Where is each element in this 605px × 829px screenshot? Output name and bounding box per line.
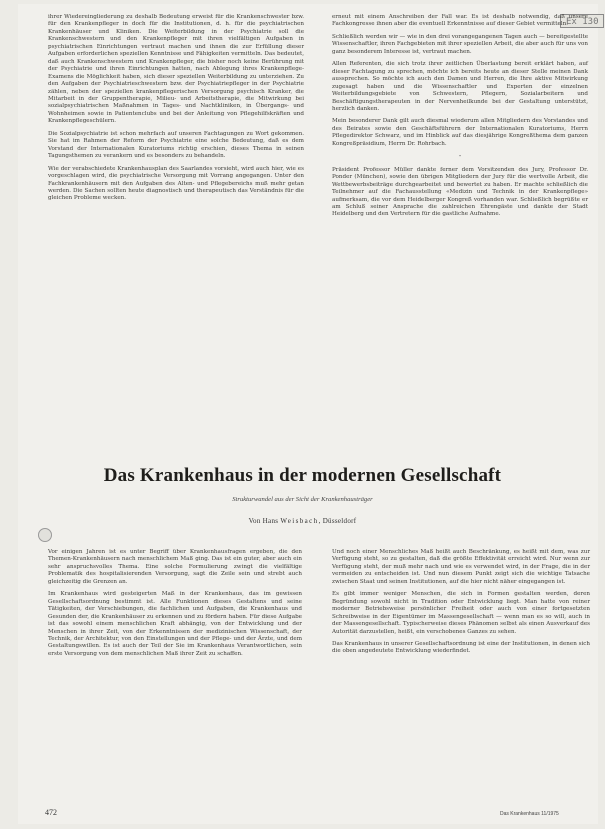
archive-stamp: Ex 130 bbox=[560, 14, 604, 28]
paragraph: Und noch einer Menschliches Maß heißt auch Beschränkung, es heißt mit dem, was zur Verfügung steht, so zu gestalten, daß die größte Effektivität erreicht wird. Nur wenn zur Verfügung steht, der muß mehr nach und wie es verwendet wird, in der Frage, die in der vermeiden zu entscheiden ist. Und nun diesem Punkt zeigt sich die wichtige Tatsache zwischen Staat und seinen Institutionen, auf die hier nicht näher eingegangen ist. bbox=[332, 549, 590, 585]
paragraph: ihrer Wiedereingliederung zu deshalb Bedeutung erweist für die Krankenschwester bzw. für den Krankenpfleger in doch für die Institutionen, d. h. für die psychiatrischen Krankenhäuser und Kliniken. Die Weiterbildung in der Psychiatrie soll die Krankenschwestern und den Krankenpfleger mit ihren vielfältigen Aufgaben in psychiatrischen Einrichtungen vertraut machen und ihnen die zur Erfüllung dieser Aufgaben erforderlichen speziellen Kenntnisse und Fähigkeiten vermitteln. Das bedeutet, daß auch Krankenschwestern und Krankenpfleger, die bisher noch keine Berührung mit der Psychiatrie und ihren Einrichtungen hatten, nach Ablegung ihres Krankenpflege-Examens die Möglichkeit haben, sich dieser speziellen Weiterbildung zu unterziehen. Zu den Aufgaben der Psychiatrieschwestern bzw. der Psychiatriepfleger in der Psychiatrie zählen, neben der speziellen krankenpflegerischen Versorgung psychisch Kranker, die Mitarbeit in der Gruppentherapie, Milieu- und Arbeitstherapie, die Mitwirkung bei sozialpsychiatrischen Maßnahmen in Tages- und Nachtkliniken, in Übergangs- und Wohnheimen sowie in Patientenclubs und bei der Anleitung von Pflegehilfskräften und Krankenpflegeschülern. bbox=[48, 14, 304, 125]
article-subtitle: Strukturwandel aus der Sicht der Krankenhausträger bbox=[232, 496, 373, 503]
paragraph: Das Krankenhaus in unserer Gesellschaftsordnung ist eine der Institutionen, in denen sich die oben angedeutete Entwicklung wiederfindet. bbox=[332, 640, 590, 655]
paragraph: Im Krankenhaus wird gesteigerten Maß in der Krankenhaus, das im gewissen Gesellschaftsordnung bestimmt ist. Alle Funktionen dieses Gestaltens und seine Tätigkeiten, der Verschiebungen, die fachlichen und Aufgaben, die Krankenhaus und Gesunden der, die Krankenhäuser zu erkennen und zu fördern haben. Für diese Aufgabe ist das sowohl einem menschlichen Kraft abhängig, von der Entwicklung und der Menschen in ihrer Zeit, von der Erkenntnissen der medizinischen Wissenschaft, der Technik, der Architektur, von den Einstellungen und der Pflege- und der Ärzte, und dem Gestaltungswillen. Es ist auch der Teil der Sie im Krankenhaus Verantwortlichen, sein erste Versorgung von dem menschlichen Maß ihrer Zeit zu schaffen. bbox=[48, 591, 302, 657]
bottom-left-column bbox=[48, 549, 302, 663]
top-right-column bbox=[332, 14, 588, 224]
punch-hole bbox=[38, 528, 52, 542]
paragraph: Mein besonderer Dank gilt auch diesmal wiederum allen Mitgliedern des Vorstandes und des Beirates sowie den Geschäftsführern der Internationalen Kuratoriums, Herrn Pflegedirektor Schwarz, und im Hinblick auf das diesjährige Kongreßthema dem ganzen Kongreßpräsidium, Herrn Dr. Rohrbach. bbox=[332, 118, 588, 147]
paragraph: erneut mit einem Anschreiben der Fall war. Es ist deshalb notwendig, daß unsere Fachkongresse ihnen aber die eventuell Erkenntnisse auf dieser Gebiet vermitteln. bbox=[332, 14, 588, 28]
top-left-column bbox=[48, 14, 304, 208]
paragraph: Es gibt immer weniger Menschen, die sich in Formen gestalten werden, deren Begründung sowohl nicht in Tradition oder Entwicklung liegt. Man hatte von reiner moderner Betriebsweise persönlicher Freiheit oder auch von einer fortgesetzten Schreibweise in der Eigentümer im Massengesellschaft — wenn man es so will, auch in der Massengesellschaft. Typischerweise dieses Phänomen selbst als einen Ausverkauf des Autorität darzustellen, heißt, ein verschobenes Ganzes zu sehen. bbox=[332, 591, 590, 635]
section-divider-mark: - bbox=[458, 152, 462, 161]
publication-footer: Das Krankenhaus 11/1975 bbox=[500, 811, 559, 817]
paragraph: Vor einigen Jahren ist es unter Begriff über Krankenhausfragen ergeben, die den Themen-Krankenhäusern nach menschlichem Maß ging. Das ist ein guter, aber auch ein sehr anspruchsvolles Thema. Eine solche Formulierung zwingt die vielfältige Problematik des hospitalisierenden Versorgung, sagt die Zeile sein und strebt auch gleichzeitig die Grenzen an. bbox=[48, 549, 302, 585]
paragraph: Allen Referenten, die sich trotz ihrer zeitlichen Überlastung bereit erklärt haben, auf dieser Fachtagung zu sprechen, möchte ich bereits heute an dieser Stelle meinen Dank aussprechen. So möchte ich auch den Damen und Herren, die Ihre aktive Mitwirkung zugesagt haben und die Wissenschaftler und Experten der einzelnen Weiterbildungsgebiete von Schwestern, Pflegern, Sozialarbeitern und Beschäftigungstherapeuten in der Nervenheilkunde bei der Gestaltung unterstützt, herzlich danken. bbox=[332, 61, 588, 112]
paragraph: Die Sozialpsychiatrie ist schon mehrfach auf unseren Fachtagungen zu Wort gekommen. Sie hat im Rahmen der Reform der Psychiatrie eine solche Bedeutung, daß es dem Vorstand der Internationalen Kuratoriums richtig erschien, dieses Thema in seinen Tagungsthemen zu verankern und es besonders zu behandeln. bbox=[48, 130, 304, 160]
article-byline bbox=[0, 517, 605, 525]
author-name: Weisbach bbox=[280, 517, 319, 525]
paragraph: Schließlich werden wir — wie in den drei vorangegangenen Tagen auch — bereitgestellte Wissenschaftler, ihren Fachgebieten mit ihrer speziellen Arbeit, die aber auch für uns von ganz besonderem Interesse ist, vertraut machen. bbox=[332, 33, 588, 55]
bottom-right-column bbox=[332, 549, 590, 661]
paragraph: Wie der verabschiedete Krankenhausplan des Saarlandes vorsieht, wird auch hier, wie es vorgeschlagen wird, die psychiatrische Versorgung mit Vorrang angegangen. Unter den Fachkrankenhäusern mit den Aufgaben des Alten- und Pflegebereichs muß mehr getan werden. Die Sachen sollten heute diagnostisch und therapeutisch das Verständnis für die gleichen Probleme wecken. bbox=[48, 165, 304, 202]
byline-location: , Düsseldorf bbox=[318, 517, 357, 525]
article-title: Das Krankenhaus in der modernen Gesellschaft bbox=[103, 465, 502, 486]
byline-prefix: Von Hans bbox=[248, 517, 279, 525]
page-number: 472 bbox=[45, 808, 57, 817]
magazine-page bbox=[18, 4, 598, 824]
paragraph: Präsident Professor Müller dankte ferner dem Vorsitzenden des Jury, Professor Dr. Ponder (München), sowie den übrigen Mitgliedern der Jury für die wertvolle Arbeit, die Wettbewerbsbeiträge durchgearbeitet und bewertet zu haben. Er machte schließlich die Teilnehmer auf die Fachausstellung «Medizin und Technik in der Krankenpflege» aufmerksam, die vor dem Heidelberger Kongreß vorhanden war. Schließlich begrüßte er am Schluß seiner Ansprache die zahlreichen Ehrengäste und dankte der Stadt Heidelberg und den Vertretern für die gastliche Aufnahme. bbox=[332, 166, 588, 218]
